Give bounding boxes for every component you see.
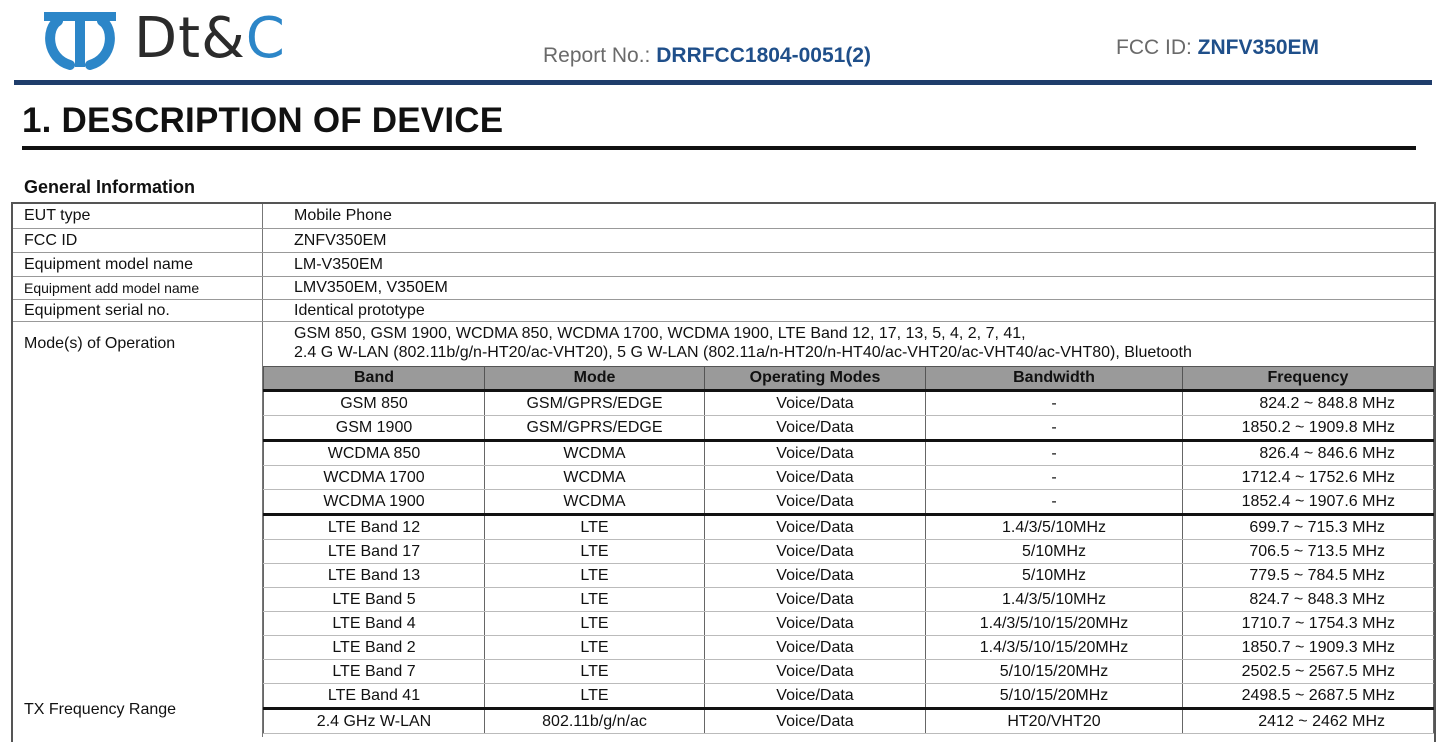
table-cell: 1712.4 ~ 1752.6 MHz	[1183, 466, 1434, 490]
info-label: Equipment serial no.	[24, 301, 170, 319]
table-cell: Voice/Data	[705, 564, 926, 588]
info-label: Equipment add model name	[24, 280, 200, 296]
info-label: Mode(s) of Operation	[24, 335, 176, 352]
table-cell: GSM 1900	[264, 416, 485, 441]
fcc-label: FCC ID:	[1116, 36, 1192, 59]
table-cell: LTE	[485, 660, 705, 684]
table-cell: LTE	[485, 588, 705, 612]
table-cell: LTE	[485, 636, 705, 660]
info-value: Identical prototype	[294, 301, 425, 319]
table-cell: 1850.2 ~ 1909.8 MHz	[1183, 416, 1434, 441]
table-cell: 2412 ~ 2462 MHz	[1183, 709, 1434, 734]
header-fcc-id	[1116, 36, 1319, 60]
table-row	[264, 515, 1434, 540]
table-cell: 1.4/3/5/10MHz	[926, 588, 1183, 612]
general-information-heading: General Information	[24, 177, 196, 197]
info-value: LMV350EM, V350EM	[294, 279, 448, 296]
logo-wordmark: Dt&C	[134, 6, 286, 71]
report-label: Report No.:	[543, 44, 651, 67]
table-row	[264, 636, 1434, 660]
table-cell: LTE Band 17	[264, 540, 485, 564]
table-row	[264, 466, 1434, 490]
info-label: EUT type	[24, 207, 91, 224]
modes-line-2: 2.4 G W-LAN (802.11b/g/n-HT20/ac-VHT20), 5 G W-LAN (802.11a/n-HT20/n-HT40/ac-VHT20/ac-VHT40/ac-VHT80), Bluetooth	[294, 344, 1192, 361]
header-rule	[14, 80, 1432, 85]
info-row-serial-no	[13, 299, 1434, 321]
table-row	[264, 416, 1434, 441]
table-cell: LTE Band 4	[264, 612, 485, 636]
table-cell: LTE	[485, 564, 705, 588]
table-row	[264, 684, 1434, 709]
info-value: Mobile Phone	[294, 207, 392, 224]
table-row	[264, 391, 1434, 416]
table-cell: GSM 850	[264, 391, 485, 416]
table-cell: LTE	[485, 612, 705, 636]
report-number	[543, 44, 871, 68]
table-cell: 5/10MHz	[926, 564, 1183, 588]
table-cell: -	[926, 416, 1183, 441]
table-cell: WCDMA	[485, 466, 705, 490]
report-value: DRRFCC1804-0051(2)	[656, 44, 871, 67]
table-cell: 699.7 ~ 715.3 MHz	[1183, 515, 1434, 540]
table-cell: Voice/Data	[705, 588, 926, 612]
table-cell: 1850.7 ~ 1909.3 MHz	[1183, 636, 1434, 660]
table-cell: -	[926, 391, 1183, 416]
column-header: Bandwidth	[926, 367, 1183, 391]
info-value: LM-V350EM	[294, 255, 383, 273]
table-cell: 5/10/15/20MHz	[926, 660, 1183, 684]
info-label: FCC ID	[24, 231, 78, 249]
table-cell: LTE Band 2	[264, 636, 485, 660]
table-cell: 706.5 ~ 713.5 MHz	[1183, 540, 1434, 564]
table-header-row	[264, 367, 1434, 391]
table-cell: Voice/Data	[705, 490, 926, 515]
table-cell: LTE Band 41	[264, 684, 485, 709]
table-cell: -	[926, 490, 1183, 515]
table-cell: WCDMA 850	[264, 441, 485, 466]
table-cell: 779.5 ~ 784.5 MHz	[1183, 564, 1434, 588]
table-cell: WCDMA	[485, 441, 705, 466]
table-cell: 2498.5 ~ 2687.5 MHz	[1183, 684, 1434, 709]
section-title: 1. DESCRIPTION OF DEVICE	[22, 101, 504, 140]
info-row-model-name	[13, 252, 1434, 276]
table-row	[264, 490, 1434, 515]
table-cell: LTE	[485, 540, 705, 564]
info-row-fcc-id	[13, 228, 1434, 252]
table-cell: Voice/Data	[705, 612, 926, 636]
table-cell: HT20/VHT20	[926, 709, 1183, 734]
table-cell: Voice/Data	[705, 709, 926, 734]
table-cell: 826.4 ~ 846.6 MHz	[1183, 441, 1434, 466]
table-cell: 1710.7 ~ 1754.3 MHz	[1183, 612, 1434, 636]
table-cell: Voice/Data	[705, 441, 926, 466]
info-row-add-model-name	[13, 276, 1434, 299]
table-cell: 5/10MHz	[926, 540, 1183, 564]
table-cell: Voice/Data	[705, 660, 926, 684]
table-cell: 824.7 ~ 848.3 MHz	[1183, 588, 1434, 612]
table-cell: LTE	[485, 515, 705, 540]
table-cell: LTE Band 5	[264, 588, 485, 612]
table-cell: -	[926, 441, 1183, 466]
table-row	[264, 588, 1434, 612]
table-cell: 2.4 GHz W-LAN	[264, 709, 485, 734]
table-cell: 824.2 ~ 848.8 MHz	[1183, 391, 1434, 416]
table-cell: 1.4/3/5/10MHz	[926, 515, 1183, 540]
table-cell: 5/10/15/20MHz	[926, 684, 1183, 709]
table-cell: LTE Band 13	[264, 564, 485, 588]
column-header: Operating Modes	[705, 367, 926, 391]
table-cell: WCDMA 1900	[264, 490, 485, 515]
table-cell: 802.11b/g/n/ac	[485, 709, 705, 734]
table-cell: Voice/Data	[705, 684, 926, 709]
table-cell: Voice/Data	[705, 416, 926, 441]
info-row-modes	[13, 321, 1434, 366]
table-row	[264, 612, 1434, 636]
table-cell: WCDMA	[485, 490, 705, 515]
table-cell: WCDMA 1700	[264, 466, 485, 490]
table-cell: Voice/Data	[705, 515, 926, 540]
tx-frequency-range-label: TX Frequency Range	[24, 701, 177, 718]
table-row	[264, 540, 1434, 564]
table-row	[264, 441, 1434, 466]
modes-value	[294, 324, 1192, 362]
table-cell: 1.4/3/5/10/15/20MHz	[926, 612, 1183, 636]
frequency-table	[263, 366, 1434, 734]
column-header: Band	[264, 367, 485, 391]
table-cell: -	[926, 466, 1183, 490]
dtc-logo-icon	[40, 8, 120, 70]
table-row	[264, 709, 1434, 734]
company-logo	[40, 6, 286, 72]
info-label: Equipment model name	[24, 255, 193, 273]
fcc-value: ZNFV350EM	[1197, 36, 1320, 59]
table-row	[264, 660, 1434, 684]
info-value: ZNFV350EM	[294, 231, 387, 249]
table-cell: Voice/Data	[705, 540, 926, 564]
table-cell: Voice/Data	[705, 636, 926, 660]
table-cell: Voice/Data	[705, 391, 926, 416]
table-cell: 1852.4 ~ 1907.6 MHz	[1183, 490, 1434, 515]
table-cell: LTE Band 7	[264, 660, 485, 684]
table-cell: 1.4/3/5/10/15/20MHz	[926, 636, 1183, 660]
table-cell: GSM/GPRS/EDGE	[485, 391, 705, 416]
info-row-eut-type	[13, 204, 1434, 228]
modes-line-1: GSM 850, GSM 1900, WCDMA 850, WCDMA 1700, WCDMA 1900, LTE Band 12, 17, 13, 5, 4, 2, 7, 41,	[294, 325, 1026, 342]
column-header: Mode	[485, 367, 705, 391]
title-rule	[22, 146, 1416, 150]
table-cell: GSM/GPRS/EDGE	[485, 416, 705, 441]
table-cell: 2502.5 ~ 2567.5 MHz	[1183, 660, 1434, 684]
table-cell: LTE	[485, 684, 705, 709]
table-cell: Voice/Data	[705, 466, 926, 490]
table-row	[264, 564, 1434, 588]
column-header: Frequency	[1183, 367, 1434, 391]
table-cell: LTE Band 12	[264, 515, 485, 540]
